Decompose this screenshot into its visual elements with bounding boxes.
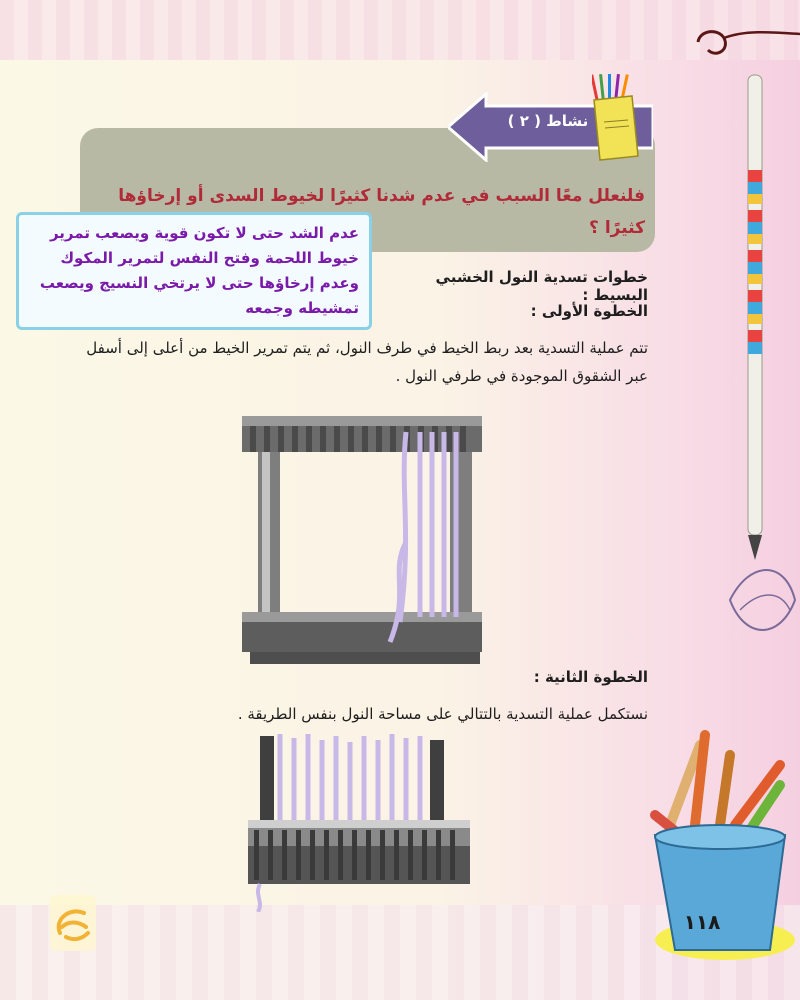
answer-line: عدم الشد حتى لا تكون قوية ويصعب تمرير (49, 224, 359, 242)
page-number: ١١٨ (683, 910, 721, 934)
answer-line: تمشيطه وجمعه (245, 299, 359, 317)
top-decorative-border (0, 0, 800, 60)
publisher-logo-icon (48, 893, 98, 953)
answer-line: خيوط اللحمة وفتح النفس لتمرير المكوك (60, 249, 359, 267)
loom-step1-illustration-icon (240, 412, 485, 667)
step2-text: نستكمل عملية التسدية بالتتالي على مساحة النول بنفس الطريقة . (237, 705, 648, 723)
answer-line: وعدم إرخاؤها حتى لا يرتخي النسيج ويصعب (39, 274, 359, 292)
step1-title: الخطوة الأولى : (530, 302, 648, 320)
step1-text: تتم عملية التسدية بعد ربط الخيط في طرف النول، ثم يتم تمرير الخيط من أعلى إلى أسفل عبر الشقوق الموجودة في طرفي النول . (86, 339, 648, 385)
steps-heading: خطوات تسدية النول الخشبي البسيط : (435, 268, 648, 304)
step2-title: الخطوة الثانية : (533, 668, 648, 686)
activity-question: فلنعلل معًا السبب في عدم شدنا كثيرًا لخيوط السدى أو إرخاؤها كثيرًا ؟ (118, 186, 645, 238)
answer-box (16, 212, 372, 330)
activity-label: نشاط ( ٢ ) (507, 112, 589, 130)
loom-step2-illustration-icon (240, 730, 480, 912)
crayon-box-icon (592, 72, 642, 164)
